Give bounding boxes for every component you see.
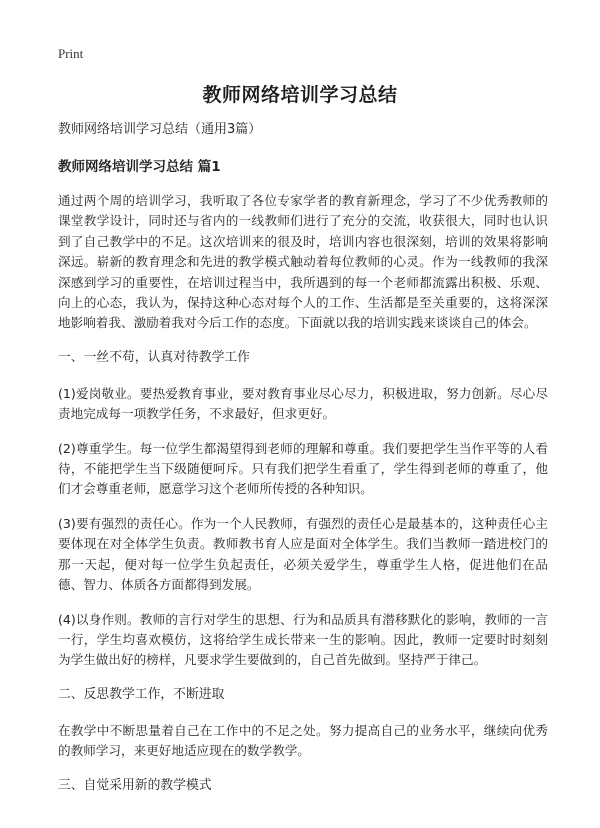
reflection-paragraph: 在教学中不断思量着自己在工作中的不足之处。努力提高自己的业务水平，继续向优秀的教师学习，来更好地适应现在的数学教学。 [58,722,548,759]
document-body [58,120,548,812]
section-title: 教师网络培训学习总结 篇1 [58,159,221,175]
print-link[interactable]: Print [58,46,84,61]
item-four-paragraph: (4)以身作则。教师的言行对学生的思想、行为和品质具有潜移默化的影响，教师的一言一行，学生均喜欢模仿，这将给学生成长带来一生的影响。因此，教师一定要时时刻刻为学生做出好的榜样，凡要求学生要做到的，自己首先做到。坚持严于律己。 [58,611,548,668]
heading-two: 二、反思教学工作，不断进取 [58,686,225,702]
item-two-paragraph: (2)尊重学生。每一位学生都渴望得到老师的理解和尊重。我们要把学生当作平等的人看待，不能把学生当下级随便呵斥。只有我们把学生看重了，学生得到老师的尊重了，他们才会尊重老师，愿意学习这个老师所传授的各种知识。 [58,440,548,497]
heading-three: 三、自觉采用新的教学模式 [58,777,212,793]
item-three-paragraph: (3)要有强烈的责任心。作为一个人民教师，有强烈的责任心是最基本的，这种责任心主要体现在对全体学生负责。教师教书育人应是面对全体学生。我们当教师一踏进校门的那一天起，便对每一位学生负起责任，必须关爱学生，尊重学生人格，促进他们在品德、智力、体质各方面都得到发展。 [58,515,548,593]
heading-one: 一、一丝不苟，认真对待教学工作 [58,349,250,365]
intro-paragraph: 通过两个周的培训学习，我听取了各位专家学者的教育新理念，学习了不少优秀教师的课堂教学设计，同时还与省内的一线教师们进行了充分的交流，收获很大，同时也认识到了自己教学中的不足。这次培训来的很及时，培训内容也很深刻，培训的效果将影响深远。崭新的教育理念和先进的教学模式触动着每位教师的心灵。作为一线教师的我深深感到学习的重要性，在培训过程当中，我所遇到的每一个老师都流露出积极、乐观、向上的心态，我认为，保持这种心态对每个人的工作、生活都是至关重要的，这将深深地影响着我、激励着我对今后工作的态度。下面就以我的培训实践来谈谈自己的体会。 [58,193,548,331]
document-title: 教师网络培训学习总结 [202,84,398,106]
item-one-paragraph: (1)爱岗敬业。要热爱教育事业，要对教育事业尽心尽力，积极进取，努力创新。尽心尽责地完成每一项教学任务，不求最好，但求更好。 [58,385,548,422]
document-subtitle: 教师网络培训学习总结（通用3篇） [58,122,262,137]
